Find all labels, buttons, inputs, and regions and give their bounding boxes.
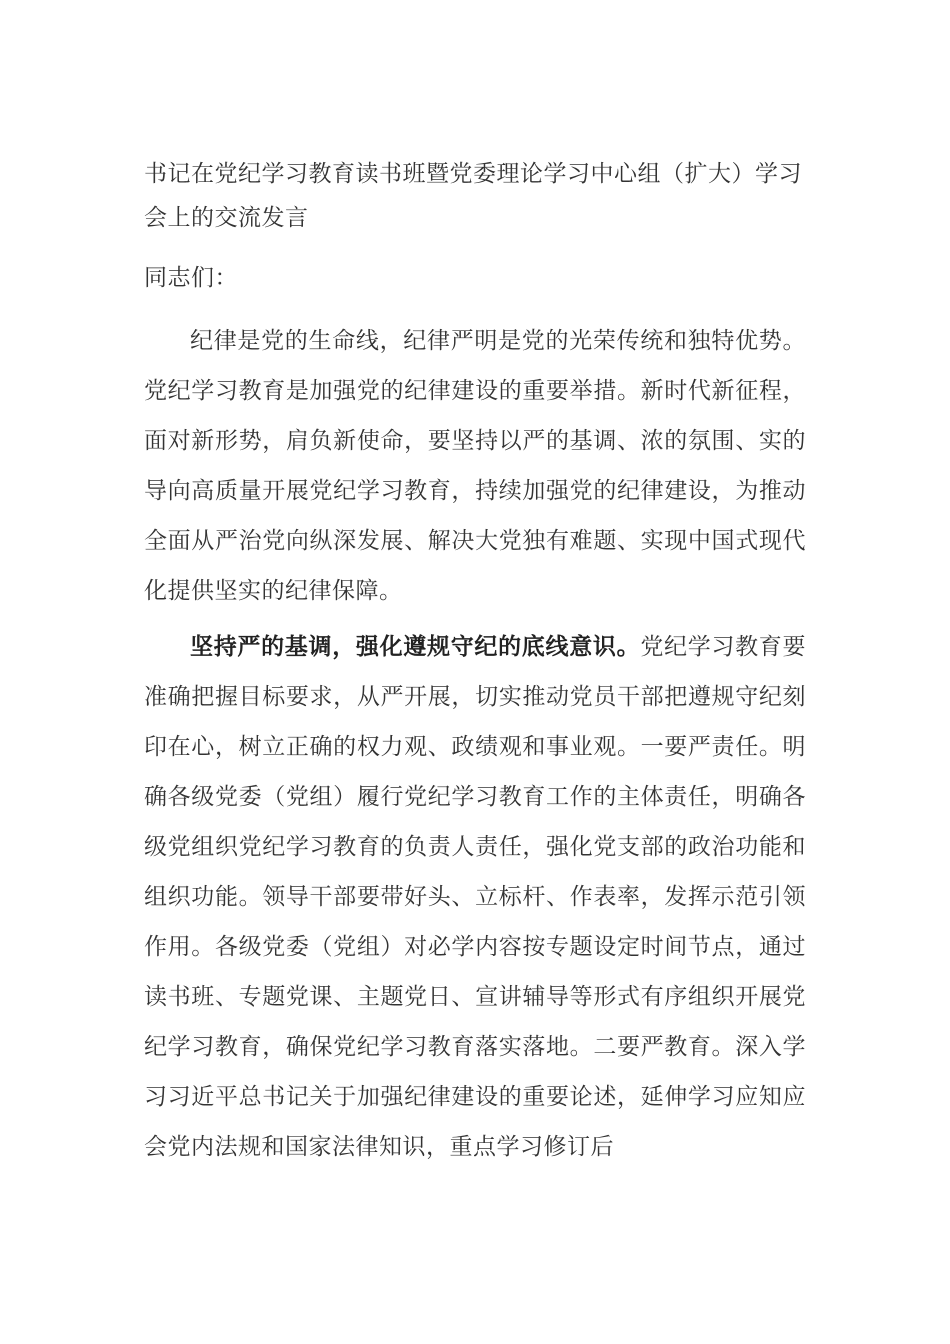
paragraph-2 <box>144 622 806 1172</box>
paragraph-1: 纪律是党的生命线，纪律严明是党的光荣传统和独特优势。党纪学习教育是加强党的纪律建设的重要举措。新时代新征程，面对新形势，肩负新使命，要坚持以严的基调、浓的氛围、实的导向高质量开展党纪学习教育，持续加强党的纪律建设，为推动全面从严治党向纵深发展、解决大党独有难题、实现中国式现代化提供坚实的纪律保障。 <box>144 328 806 604</box>
paragraph-2-body: 党纪学习教育要准确把握目标要求，从严开展，切实推动党员干部把遵规守纪刻印在心，树立正确的权力观、政绩观和事业观。一要严责任。明确各级党委（党组）履行党纪学习教育工作的主体责任，明确各级党组织党纪学习教育的负责人责任，强化党支部的政治功能和组织功能。领导干部要带好头、立标杆、作表率，发挥示范引领作用。各级党委（党组）对必学内容按专题设定时间节点，通过读书班、专题党课、主题党日、宣讲辅导等形式有序组织开展党纪学习教育，确保党纪学习教育落实落地。二要严教育。深入学习习近平总书记关于加强纪律建设的重要论述，延伸学习应知应会党内法规和国家法律知识，重点学习修订后 <box>144 634 807 1160</box>
document-title: 书记在党纪学习教育读书班暨党委理论学习中心组（扩大）学习会上的交流发言 <box>144 161 802 231</box>
document-body <box>144 152 806 1172</box>
salutation: 同志们： <box>144 265 238 291</box>
paragraph-2-heading: 坚持严的基调，强化遵规守纪的底线意识。 <box>190 634 641 660</box>
